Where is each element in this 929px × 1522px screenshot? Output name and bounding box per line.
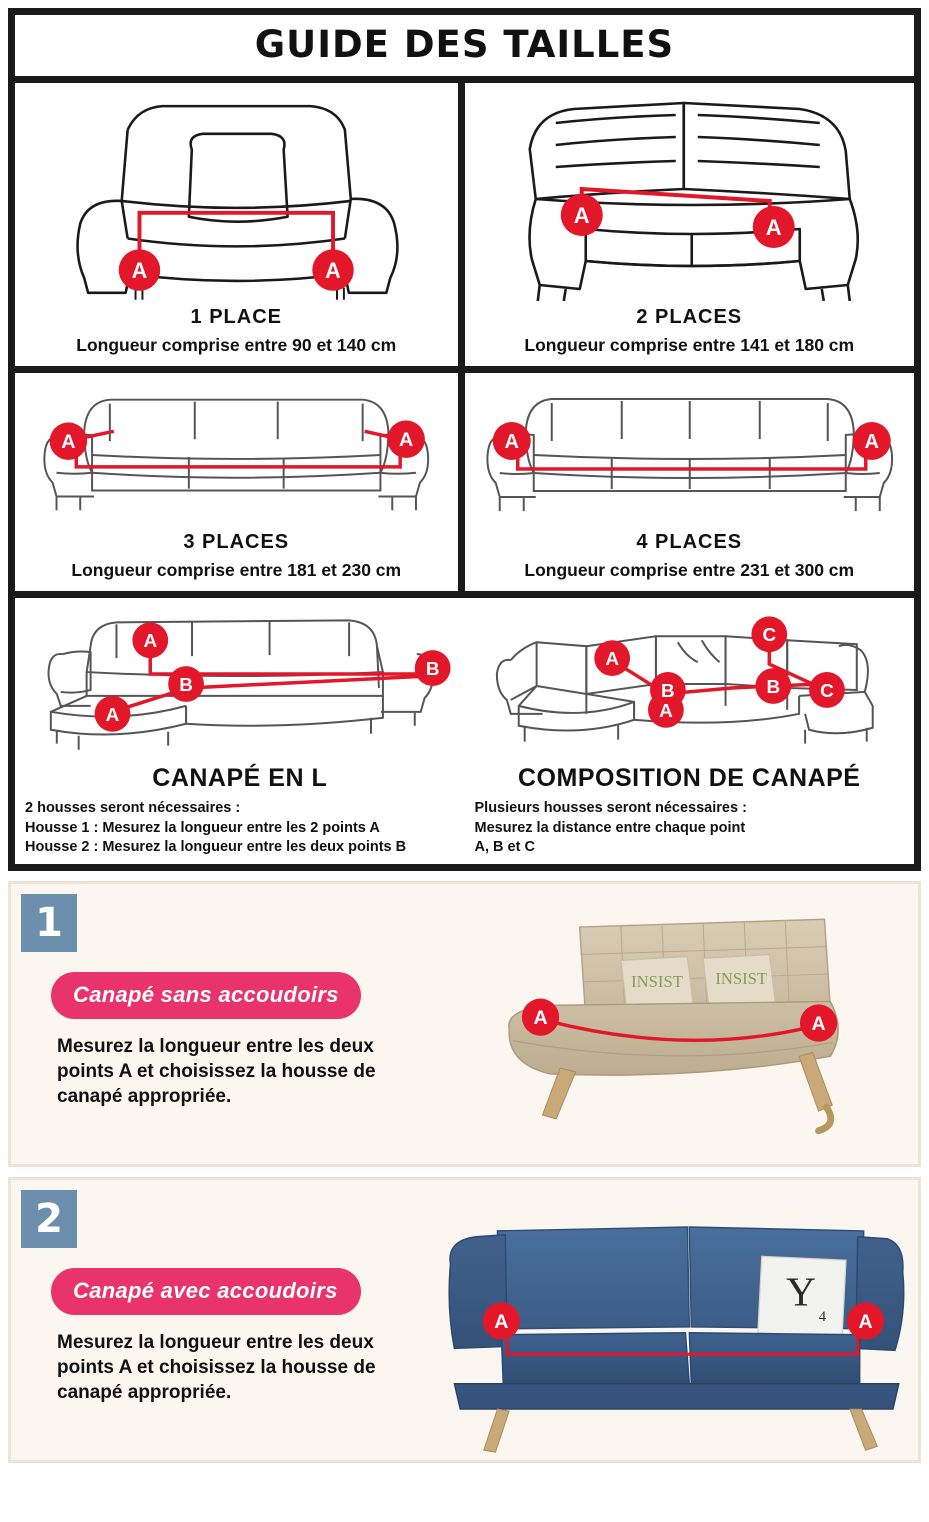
three-seat-illustration [19,379,454,529]
svg-text:A: A [864,431,879,453]
svg-text:INSIST: INSIST [715,968,768,988]
note-line: A, B et C [474,839,535,856]
seat-range: Longueur comprise entre 141 et 180 cm [524,335,855,355]
note-line: Plusieurs housses seront nécessaires : [474,800,747,816]
step-card-2 [8,1177,921,1463]
seat-range: Longueur comprise entre 90 et 140 cm [76,335,397,355]
guide-cell-l-shape [15,598,465,864]
armchair-illustration [19,89,454,304]
svg-text:A: A [494,1310,509,1333]
svg-text:A: A [533,1006,548,1029]
step-number: 1 [21,894,77,952]
seat-label: 4 PLACES [636,531,743,553]
svg-text:Y: Y [786,1268,816,1315]
step-instruction-2: Mesurez la longueur entre les deux points A et choisissez la housse de canapé appropriée. [57,1331,376,1403]
seat-range: Longueur comprise entre 231 et 300 cm [524,560,855,580]
step-card-1 [8,881,921,1167]
seat-label: 1 PLACE [190,306,282,328]
svg-text:B: B [425,659,440,681]
guide-row-1 [15,83,914,373]
l-sofa-illustration [21,602,459,762]
guide-cell-4-places [465,373,915,591]
step-pill-text: Canapé avec accoudoirs [73,1278,338,1304]
size-guide-panel [8,8,921,871]
sofa-photo-no-armrests [398,884,918,1164]
svg-text:A: A [604,649,619,671]
seat-label: 2 PLACES [636,306,743,328]
page-title: GUIDE DES TAILLES [15,15,914,83]
guide-row-3 [15,598,914,864]
note-line: 2 housses seront nécessaires : [25,800,241,816]
svg-text:INSIST: INSIST [631,971,683,991]
svg-text:A: A [143,631,158,653]
guide-cell-composition [465,598,915,864]
svg-text:A: A [504,431,519,453]
note-line: Mesurez la distance entre chaque point [474,819,746,836]
guide-cell-2-places [465,83,915,366]
loveseat-illustration [469,89,911,304]
step-number: 2 [21,1190,77,1248]
seat-range: Longueur comprise entre 181 et 230 cm [71,560,402,580]
step-pill-text: Canapé sans accoudoirs [73,982,339,1008]
svg-text:A: A [573,203,590,228]
svg-text:A: A [765,215,782,240]
l-sofa-notes [21,799,459,858]
svg-text:B: B [660,680,675,702]
composition-sofa-illustration [471,602,909,762]
svg-text:B: B [765,676,780,698]
guide-cell-3-places [15,373,465,591]
guide-row-2 [15,373,914,598]
seat-label: 3 PLACES [183,531,290,553]
guide-cell-1-place [15,83,465,366]
svg-text:A: A [105,704,120,726]
svg-text:C: C [819,680,834,702]
svg-text:A: A [325,257,341,283]
sofa-photo-with-armrests [398,1180,918,1460]
step-pill-2 [51,1268,361,1315]
svg-text:A: A [398,429,414,452]
svg-text:A: A [811,1012,826,1035]
svg-text:4: 4 [818,1308,827,1325]
svg-text:A: A [858,1310,873,1333]
composition-notes [471,799,909,858]
note-line: Housse 2 : Mesurez la longueur entre les deux points B [25,839,407,856]
composition-label: COMPOSITION DE CANAPÉ [518,764,861,792]
svg-text:A: A [658,700,673,722]
step-pill-1 [51,972,361,1019]
l-sofa-label: CANAPÉ EN L [152,764,328,792]
note-line: Housse 1 : Mesurez la longueur entre les 2 points A [25,819,380,836]
four-seat-illustration [469,379,911,529]
svg-text:A: A [131,257,148,283]
svg-text:C: C [761,625,776,647]
svg-text:B: B [179,674,193,696]
svg-text:A: A [61,431,76,454]
step-instruction-1: Mesurez la longueur entre les deux points A et choisissez la housse de canapé appropriée. [57,1035,376,1107]
